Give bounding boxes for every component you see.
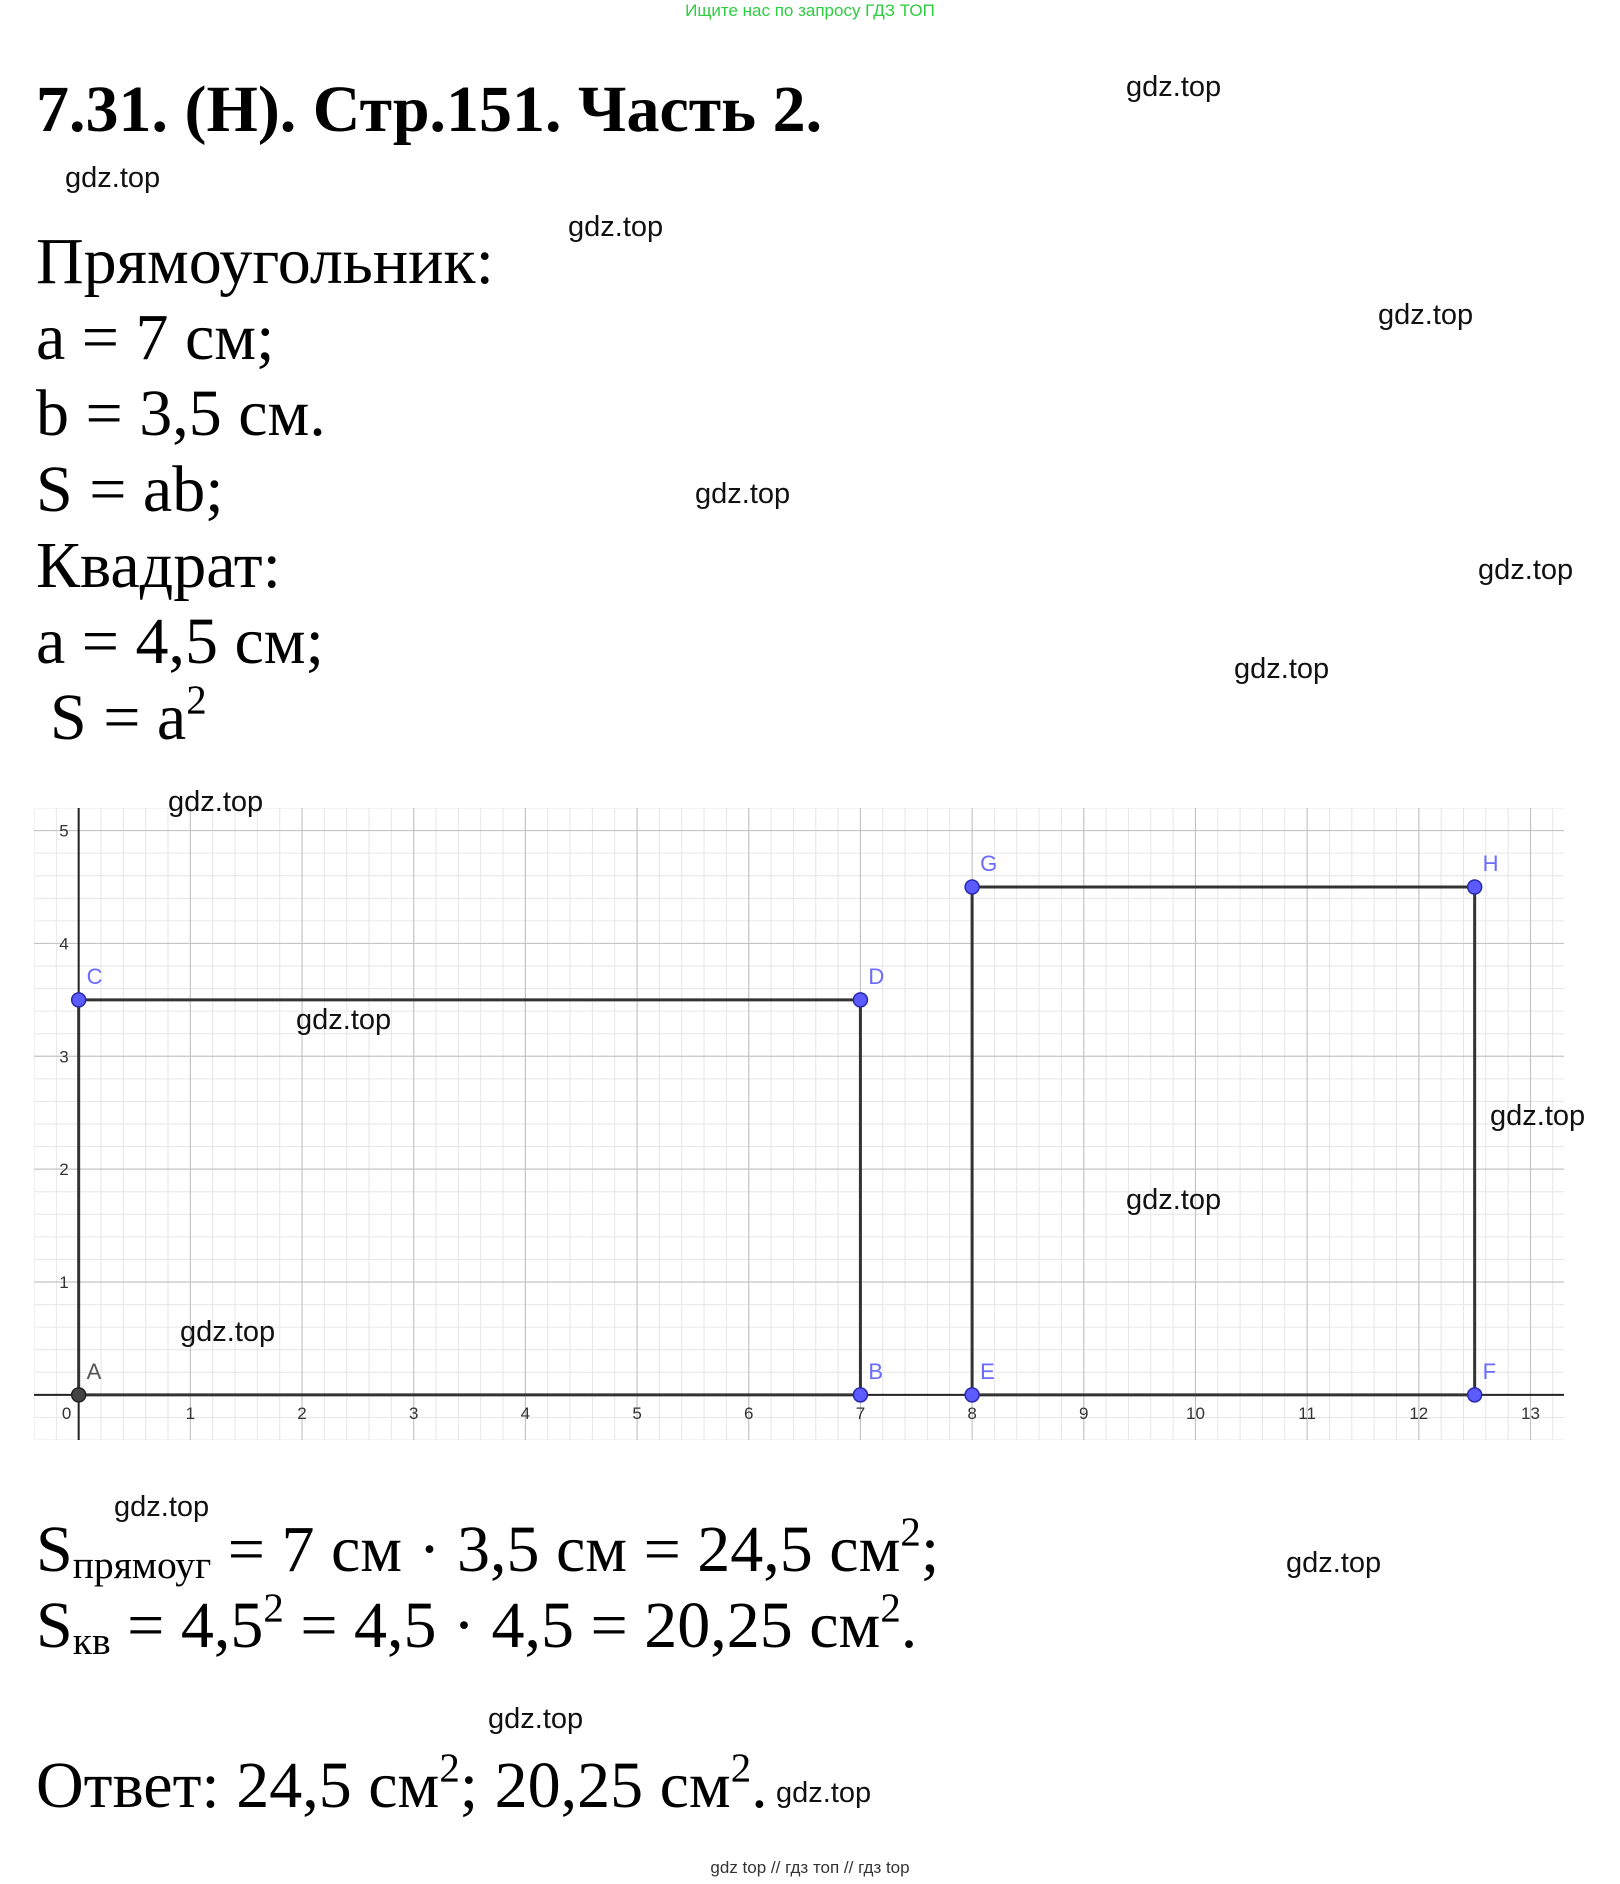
square-heading: Квадрат: — [36, 529, 281, 602]
area-symbol: S — [36, 1513, 73, 1586]
y-tick-label: 3 — [59, 1047, 69, 1067]
x-tick-label: 2 — [297, 1403, 307, 1423]
x-tick-label: 11 — [1298, 1403, 1316, 1423]
watermark: gdz.top — [1478, 554, 1574, 586]
rect-area-formula: S = ab; — [36, 453, 224, 526]
watermark: gdz.top — [568, 211, 664, 243]
answer-line — [36, 1745, 768, 1822]
watermark: gdz.top — [1234, 653, 1330, 685]
x-tick-label: 12 — [1409, 1403, 1429, 1423]
calc-square-expression-2: = 4,5 · 4,5 = 20,25 см — [283, 1589, 881, 1662]
point-label-g: G — [980, 851, 998, 876]
x-tick-label: 1 — [185, 1403, 196, 1423]
point-a — [72, 1388, 86, 1402]
point-c — [72, 993, 86, 1007]
formula-base: S = a — [50, 681, 187, 754]
point-f — [1468, 1388, 1482, 1402]
watermark: gdz.top — [695, 478, 791, 510]
punctuation: . — [751, 1749, 768, 1822]
top-banner: Ищите нас по запросу ГДЗ ТОП — [685, 1, 935, 20]
watermark: gdz.top — [776, 1777, 872, 1809]
page-title: 7.31. (Н). Стр.151. Часть 2. — [36, 73, 823, 146]
power-exponent: 2 — [263, 1585, 284, 1631]
formula-exponent: 2 — [186, 677, 207, 723]
x-tick-label: 3 — [408, 1403, 419, 1423]
watermark: gdz.top — [1126, 71, 1222, 103]
point-label-f: F — [1482, 1358, 1497, 1384]
answer-part-1: Ответ: 24,5 см — [36, 1749, 440, 1822]
point-g — [965, 880, 979, 894]
watermark: gdz.top — [1286, 1547, 1382, 1579]
point-label-d: D — [868, 963, 885, 989]
area-subscript: прямоуг — [72, 1543, 212, 1588]
watermark: gdz.top — [1126, 1184, 1222, 1216]
watermark: gdz.top — [488, 1703, 584, 1735]
y-tick-label: 2 — [59, 1160, 69, 1180]
unit-exponent: 2 — [900, 1509, 921, 1555]
answer-part-2: ; 20,25 см — [459, 1749, 731, 1822]
point-d — [853, 993, 867, 1007]
rect-heading: Прямоугольник: — [36, 225, 494, 298]
watermark: gdz.top — [1490, 1100, 1586, 1132]
x-tick-label: 0 — [61, 1403, 72, 1423]
watermark: gdz.top — [65, 162, 161, 194]
x-tick-label: 6 — [744, 1403, 754, 1423]
x-tick-label: 10 — [1185, 1403, 1205, 1423]
square-side-a: a = 4,5 см; — [36, 605, 324, 678]
x-tick-label: 4 — [520, 1403, 531, 1423]
watermark: gdz.top — [180, 1316, 276, 1348]
punctuation: . — [900, 1589, 918, 1662]
point-label-h: H — [1482, 851, 1499, 876]
footer: gdz top // гдз топ // гдз top — [710, 1858, 910, 1877]
point-b — [853, 1388, 867, 1402]
point-h — [1468, 880, 1482, 894]
calc-square-area — [36, 1585, 918, 1664]
y-tick-label: 5 — [59, 821, 69, 841]
square-area-formula — [50, 677, 207, 754]
punctuation: ; — [920, 1513, 940, 1586]
point-label-e: E — [980, 1358, 995, 1384]
watermark: gdz.top — [114, 1491, 210, 1523]
watermark: gdz.top — [168, 786, 264, 818]
point-label-b: B — [868, 1358, 884, 1384]
watermark: gdz.top — [1378, 299, 1474, 331]
rect-side-b: b = 3,5 см. — [36, 377, 326, 450]
x-tick-label: 8 — [967, 1403, 977, 1423]
y-tick-label: 1 — [59, 1273, 69, 1292]
calc-rect-expression: = 7 см · 3,5 см = 24,5 см — [211, 1513, 901, 1586]
calc-rect-area — [36, 1509, 940, 1588]
point-label-c: C — [86, 963, 103, 989]
x-tick-label: 5 — [632, 1403, 642, 1423]
y-tick-label: 4 — [59, 934, 69, 954]
point-e — [965, 1388, 979, 1402]
area-symbol: S — [36, 1589, 73, 1662]
rect-side-a: a = 7 см; — [36, 301, 275, 374]
unit-exponent: 2 — [439, 1745, 460, 1791]
x-tick-label: 7 — [855, 1403, 866, 1423]
unit-exponent: 2 — [880, 1585, 901, 1631]
area-subscript: кв — [72, 1619, 111, 1664]
point-label-a: A — [86, 1358, 102, 1384]
calc-square-expression-1: = 4,5 — [110, 1589, 264, 1662]
x-tick-label: 9 — [1079, 1403, 1089, 1423]
x-tick-label: 13 — [1521, 1403, 1540, 1423]
watermark: gdz.top — [296, 1004, 392, 1036]
unit-exponent: 2 — [730, 1745, 752, 1791]
